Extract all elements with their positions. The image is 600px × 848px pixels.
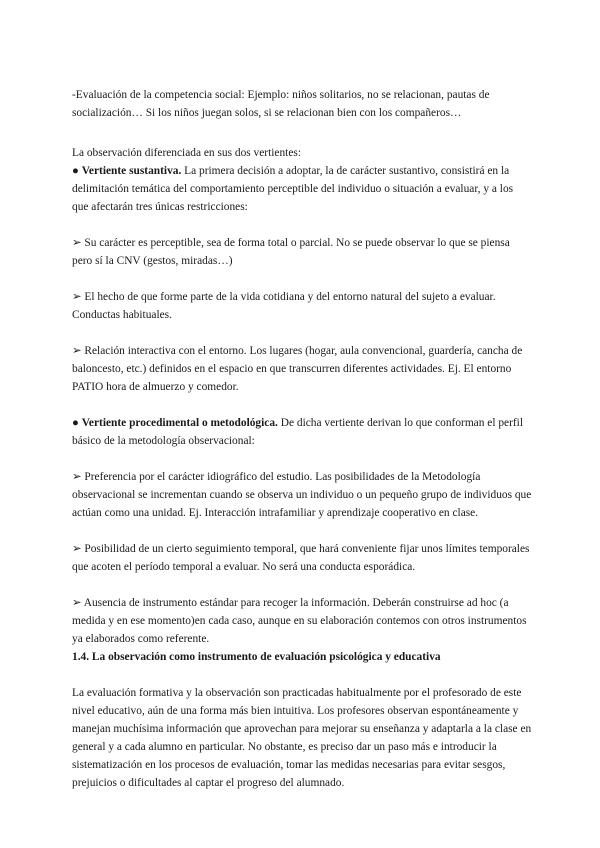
list-item-idiographic: ➢ Preferencia por el carácter idiográfico del estudio. Las posibilidades de la Metodología observacional se incrementan cuando se observa un individuo o un pequeño grupo de individuos que actúan como una unidad. Ej. Interacción intrafamiliar y aprendizaje cooperativo en clase. [72, 471, 532, 519]
paragraph-procedural-aspect [72, 414, 532, 450]
document-page [72, 86, 532, 792]
bullet-icon: ● [72, 417, 79, 429]
list-item-interactive: ➢ Relación interactiva con el entorno. Los lugares (hogar, aula convencional, guardería, cancha de baloncesto, etc.) definidos en el espacio en que transcurren diferentes actividades. Ej. El entorno PATIO hora de almuerzo y comedor. [72, 345, 523, 393]
paragraph-substantive-aspect [72, 162, 532, 216]
paragraph-procedural-text: De dicha vertiente derivan lo que conforman el perfil básico de la metodología observacional: [72, 417, 524, 447]
list-item-temporal: ➢ Posibilidad de un cierto seguimiento temporal, que hará conveniente fijar unos límites temporales que acoten el período temporal a evaluar. No será una conducta esporádica. [72, 543, 530, 573]
list-item-perceptible: ➢ Su carácter es perceptible, sea de forma total o parcial. No se puede observar lo que se piensa pero sí la CNV (gestos, miradas…) [72, 237, 510, 267]
term-substantive: Vertiente sustantiva. [81, 165, 182, 177]
list-item-no-standard-instrument: ➢ Ausencia de instrumento estándar para recoger la información. Deberán construirse ad hoc (a medida y en ese momento)en cada caso, aunque en su elaboración contemos con otros instrumentos ya elaborados como referente. [72, 597, 527, 645]
paragraph-social-competence: -Evaluación de la competencia social: Ejemplo: niños solitarios, no se relacionan, pautas de socialización… Si los niños juegan solos, si se relacionan bien con los compañeros… [72, 89, 490, 119]
term-procedural: Vertiente procedimental o metodológica. [81, 417, 278, 429]
bullet-icon: ● [72, 165, 79, 177]
paragraph-observation-intro: La observación diferenciada en sus dos vertientes: [72, 147, 301, 159]
paragraph-formative-evaluation: La evaluación formativa y la observación son practicadas habitualmente por el profesorado de este nivel educativo, aún de una forma más bien intuitiva. Los profesores observan espontáneamente y manejan muchísima información que aprovechan para mejorar su enseñanza y adaptarla a la clase en general y a cada alumno en particular. No obstante, es preciso dar un paso más e introducir la sistematización en los procesos de evaluación, tomar las medidas necesarias para evitar sesgos, prejuicios o dificultades al captar el progreso del alumnado. [72, 687, 532, 789]
paragraph-substantive-text: La primera decisión a adoptar, la de carácter sustantivo, consistirá en la delimitación temática del comportamiento perceptible del individuo o situación a evaluar, y a los que afectarán tres únicas restricciones: [72, 165, 514, 213]
section-heading: 1.4. La observación como instrumento de evaluación psicológica y educativa [72, 651, 441, 663]
list-item-daily-life: ➢ El hecho de que forme parte de la vida cotidiana y del entorno natural del sujeto a evaluar. Conductas habituales. [72, 291, 496, 321]
